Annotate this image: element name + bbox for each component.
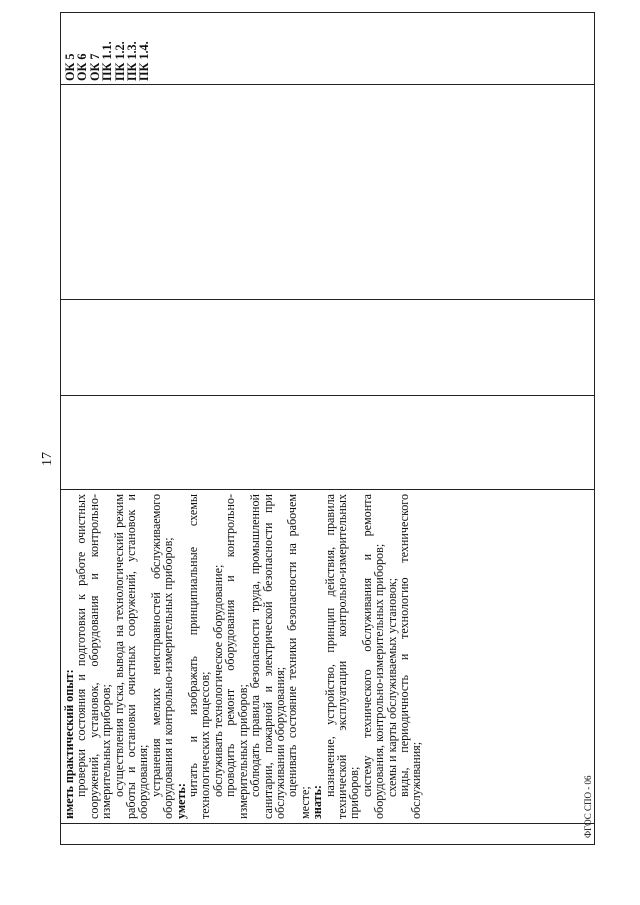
code-item: ОК 5 <box>63 53 77 81</box>
code-item: ПК 1.2. <box>112 41 127 81</box>
code-item: ПК 1.1. <box>100 41 115 81</box>
index-cell <box>61 824 595 845</box>
knowledge-item: назначение, устройство, принцип действия, правила технической эксплуатации контрольно-измерительных приборов; <box>322 494 362 819</box>
codes-cell <box>61 13 595 85</box>
code-item: ОК 7 <box>87 53 102 81</box>
code-item: ОК 6 <box>75 53 90 81</box>
empty-cell <box>61 85 595 300</box>
knowledge-header: знать: <box>310 785 325 819</box>
knowledge-item: систему технического обслуживания и ремонта оборудования, контрольно-измерительных приборов; <box>359 494 387 819</box>
page-number: 17 <box>40 452 55 466</box>
curriculum-table <box>60 12 595 845</box>
skill-item: проводить ремонт оборудования и контрольно-измерительных приборов; <box>223 494 250 819</box>
competency-codes <box>64 16 151 81</box>
experience-item: проверки состояния и подготовки к работе очистных сооружений, установок, оборудования и контрольно-измерительных приборов; <box>74 494 114 819</box>
experience-item: устранения мелких неисправностей обслуживаемого оборудования и контрольно-измерительных приборов; <box>148 494 176 819</box>
code-item: ПК 1.3. <box>125 41 140 81</box>
rotated-table-container <box>60 33 595 845</box>
footer-code: ФГОС СПО - 06 <box>583 775 593 838</box>
knowledge-item: схемы и карты обслуживаемых установок; <box>384 577 399 797</box>
table-row <box>61 13 595 845</box>
content-cell <box>61 490 595 824</box>
skill-item: читать и изображать принципиальные схемы технологических процессов; <box>186 494 213 819</box>
skill-item: обслуживать технологическое оборудование; <box>210 564 225 797</box>
content-text <box>63 494 423 819</box>
code-item: ПК 1.4. <box>137 41 152 81</box>
experience-item: осуществления пуска, вывода на технологический режим работы и остановки очистных сооружений, установок и оборудования; <box>111 494 151 819</box>
empty-cell <box>61 396 595 490</box>
skills-header: уметь: <box>173 783 188 819</box>
experience-header: иметь практический опыт: <box>62 669 76 819</box>
knowledge-item: виды, периодичность и технологию технического обслуживания; <box>396 494 424 819</box>
skill-item: соблюдать правила безопасности труда, промышленной санитарии, пожарной и электрической безопасности при обслуживании оборудования; <box>248 494 287 819</box>
empty-cell <box>61 300 595 396</box>
skill-item: оценивать состояние техники безопасности на рабочем месте; <box>285 494 312 819</box>
